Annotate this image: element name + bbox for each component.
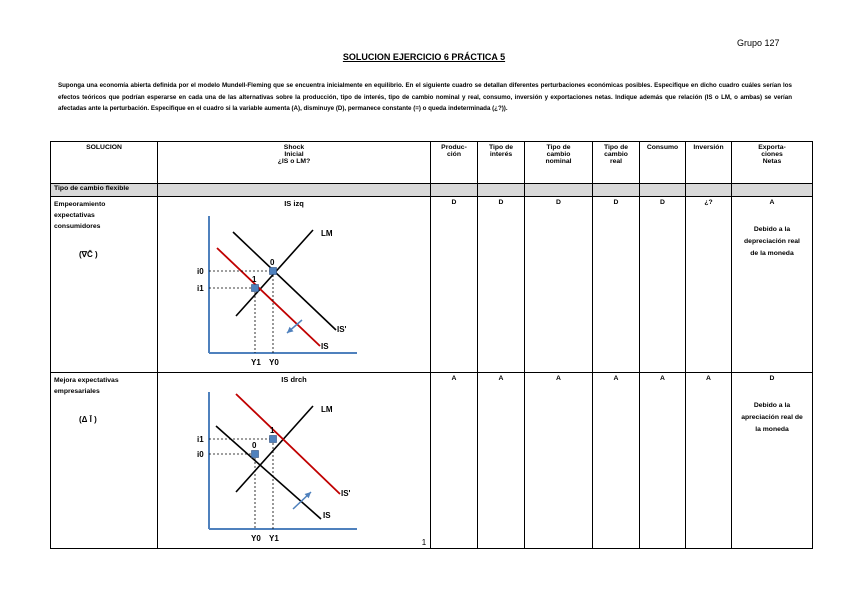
effect-cell: A [478,373,525,549]
effect-cell: A [686,373,732,549]
shock-diagram-cell [158,197,431,373]
graph-label-is-old: IS [321,342,329,351]
shock-label: IS izq [284,199,304,208]
equilibrium-point [270,436,277,443]
section-label: Tipo de cambio flexible [51,184,158,197]
table-row [51,197,813,373]
net-exports-value: A [769,199,775,206]
lm-curve [236,406,313,492]
is-lm-diagram [161,384,427,544]
intro-paragraph: Suponga una economía abierta definida por el modelo Mundell-Fleming que se encuentra inicialmente en equilibrio. En el siguiente cuadro se detallan diferentes perturbaciones económicas posibles. Especifique en dicho cuadro cuáles serían los efectos teóricos que podrían esperarse en cada una de las alternativas sobre la producción, tipo de interés, tipo de cambio nominal y real, consumo, inversión y exportaciones netas. Indique además que relación (IS o LM, o ambas) se verían afectadas ante la perturbación. Especifique en el cuadro si la variable aumenta (A), disminuye (D), permanece constante (=) o queda indeterminada (¿?)). [58,82,792,112]
solution-table [50,141,813,549]
equilibrium-point [270,268,277,275]
graph-label-i-top: i1 [197,435,204,444]
row-label: Mejora expectativas empresariales [54,377,119,395]
graph-label-pt0: 0 [270,258,275,267]
col-shock: Shock Inicial ¿IS o LM? [158,142,431,184]
is-curve-new [217,248,320,346]
table-row [51,373,813,549]
graph-label-y-right: Y0 [269,358,279,367]
graph-label-is-new: IS' [337,325,347,334]
effect-cell: A [431,373,478,549]
col-produccion: Produc- ción [431,142,478,184]
header-row [51,142,813,184]
graph-label-y-left: Y1 [251,358,261,367]
effect-cell: D [640,197,686,373]
col-exportaciones: Exporta- ciones Netas [732,142,813,184]
effect-cell: A [525,373,593,549]
col-cambio-nominal: Tipo de cambio nominal [525,142,593,184]
net-exports-cell [732,197,813,373]
net-exports-cell [732,373,813,549]
graph-label-i-bot: i1 [197,284,204,293]
is-curve-initial [233,232,336,330]
col-cambio-real: Tipo de cambio real [593,142,640,184]
col-solucion: SOLUCION [51,142,158,184]
shock-label: IS drch [281,375,307,384]
effect-cell: A [593,373,640,549]
graph-label-pt1: 1 [270,426,275,435]
graph-label-is-old: IS [323,511,331,520]
col-consumo: Consumo [640,142,686,184]
col-inversion: Inversión [686,142,732,184]
effect-cell: D [478,197,525,373]
graph-label-is-new: IS' [341,489,351,498]
is-curve-initial [216,426,321,519]
page-title: SOLUCION EJERCICIO 6 PRÁCTICA 5 [342,52,506,62]
effect-cell: A [640,373,686,549]
shock-description [51,197,158,373]
equilibrium-point [252,285,259,292]
graph-label-pt1: 1 [252,275,257,284]
graph-label-pt0: 0 [252,441,257,450]
equilibrium-point [252,451,259,458]
effect-cell: ¿? [686,197,732,373]
net-exports-note: Debido a la apreciación real de la moneda [741,402,803,433]
effect-cell: D [431,197,478,373]
section-row [51,184,813,197]
is-lm-diagram [161,208,427,368]
net-exports-note: Debido a la depreciación real de la moneda [744,226,800,257]
row-label: Empeoramiento expectativas consumidores [54,201,106,230]
shock-diagram-cell [158,373,431,549]
graph-label-y-left: Y0 [251,534,261,543]
shock-description [51,373,158,549]
col-interes: Tipo de interés [478,142,525,184]
group-label: Grupo 127 [737,38,780,48]
graph-label-lm: LM [321,229,333,238]
graph-label-i-top: i0 [197,267,204,276]
effect-cell: D [593,197,640,373]
shock-symbol: (Δ Ī ) [79,415,97,424]
graph-label-lm: LM [321,405,333,414]
shock-symbol: (∇C̄ ) [79,250,98,259]
graph-label-i-bot: i0 [197,450,204,459]
page-number: 1 [421,538,427,547]
net-exports-value: D [769,375,775,382]
graph-label-y-right: Y1 [269,534,279,543]
effect-cell: D [525,197,593,373]
